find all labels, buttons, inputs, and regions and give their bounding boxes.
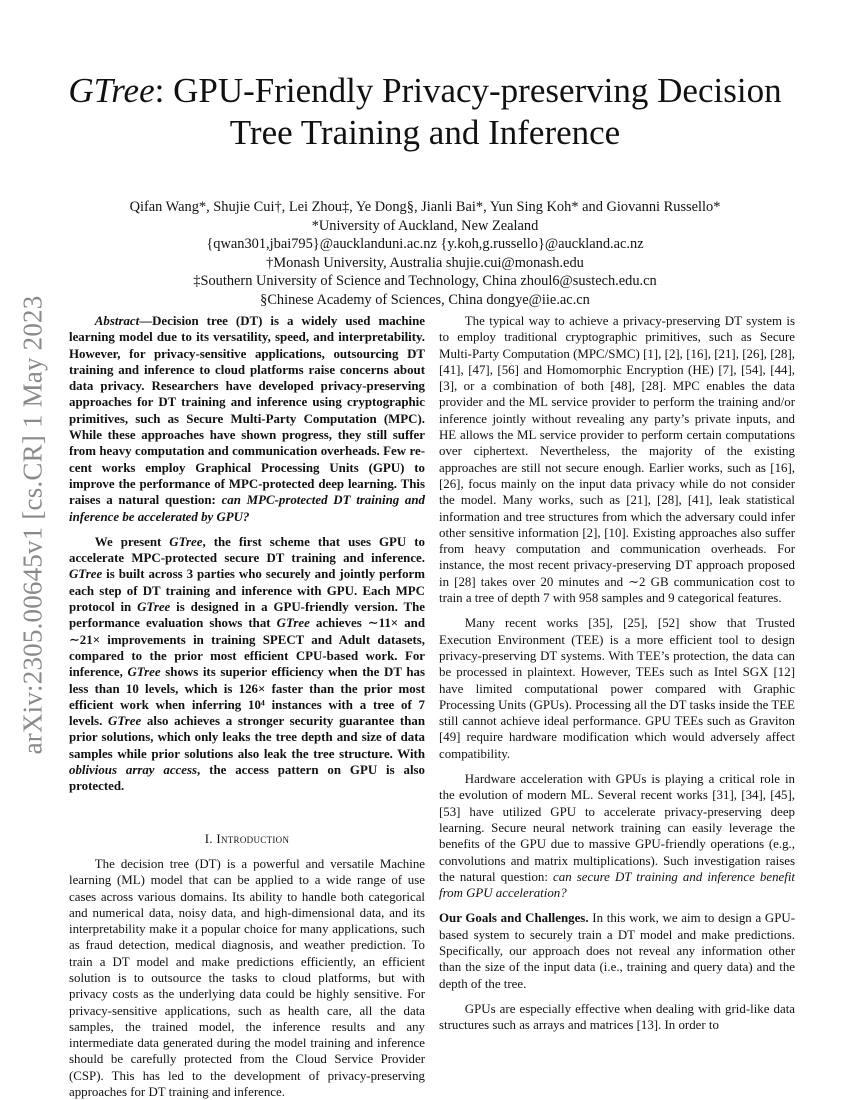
abstract-paragraph-2: We present GTree, the first scheme that uses GPU to accelerate MPC-protected secure DT training and inference. GTree is built across 3 parties who securely and jointly perform each step of DT training and inference with GPU. Each MPC protocol in GTree is designed in a GPU-friendly version. The performance evaluation shows that GTree achieves ∼11× and ∼21× improvements in training SPECT and Adult datasets, compared to the prior most efficient CPU-based work. For inference, GTree shows its superior efficiency when the DT has less than 10 levels, which is 126× faster than the prior most efficient work when inferring 10⁴ instances with a tree of 7 levels. GTree also achieves a stronger security guarantee than prior solutions, which only leaks the tree depth and size of data samples while prior solutions also leak the tree structure. With oblivious array access, the access pattern on GPU is also protected. (69, 534, 426, 794)
title-system-name: GTree (68, 71, 155, 110)
affiliation-cas: §Chinese Academy of Sciences, China dongye@iie.ac.cn (260, 291, 590, 308)
arxiv-identifier-stamp: arXiv:2305.00645v1 [cs.CR] 1 May 2023 (17, 295, 48, 755)
abstract-label: Abstract (94, 314, 140, 328)
paper-title (40, 70, 810, 154)
author-block (40, 198, 810, 309)
left-column (69, 313, 425, 1100)
abstract (69, 313, 425, 795)
section-heading-introduction: I. Introduction (204, 831, 290, 846)
title-line2: Tree Training and Inference (229, 113, 621, 152)
abstract-question: can MPC-protected DT training and inference be accelerated by GPU? (69, 493, 425, 524)
intro-question: can secure DT training and inference benefit from GPU acceleration? (439, 869, 795, 901)
affiliation-auckland: *University of Auckland, New Zealand (311, 217, 539, 234)
goals-paragraph: Our Goals and Challenges. In this work, we aim to design a GPU-based system to securely train a DT model and make predictions. Specifically, our approach does not reveal any information other than the size of the input data (i.e., training and query data) and the depth of the tree. (439, 911, 795, 991)
intro-paragraph-6: GPUs are especially effective when dealing with grid-like data structures such as arrays and matrices [13]. In order to (439, 1001, 795, 1033)
affiliation-monash: †Monash University, Australia shujie.cui@monash.edu (266, 254, 584, 271)
intro-paragraph-3: Many recent works [35], [25], [52] show that Trusted Execution Environment (TEE) is a more efficient tool to design privacy-preserving DT systems. With TEE’s protection, the data can be processed in plaintext. However, TEEs such as Intel SGX [12] have limited computational power compared with Graphic Processing Units (GPUs). Processing all the DT tasks inside the TEE still cannot achieve ideal performance. GPU TEEs such as Graviton [49] require hardware modification which would adversely affect compatibility. (439, 616, 795, 761)
intro-paragraph-1: The decision tree (DT) is a powerful and versatile Machine learning (ML) model that can be applied to a wide range of use cases across various domains. Its ability to handle both categorical and numerical data, noisy data, and high-dimensional data, and its interpretability make it a popular choice for many applications, such as fraud detection, medical diagnosis, and weather prediction. To train a DT model and make predictions efficiently, an efficient solution is to outsource the tasks to cloud platforms, but with privacy costs as the underlying data could be highly sensitive. For privacy-sensitive applications, such as health care, all the data samples, the trained model, the inference results and any intermediate data generated during the model training and inference should be carefully protected from the Cloud Service Provider (CSP). This has led to the development of privacy-preserving approaches for DT training and inference. (69, 856, 425, 1100)
affiliation-sustech: ‡Southern University of Science and Technology, China zhoul6@sustech.edu.cn (193, 273, 657, 289)
title-line1-rest: : GPU-Friendly Privacy-preserving Decision (154, 71, 782, 110)
goals-heading: Our Goals and Challenges. (439, 911, 589, 926)
affiliation-auckland-emails: {qwan301,jbai795}@aucklanduni.ac.nz {y.koh,g.russello}@auckland.ac.nz (206, 236, 644, 252)
author-list: Qifan Wang*, Shujie Cui†, Lei Zhou‡, Ye Dong§, Jianli Bai*, Yun Sing Koh* and Giovanni Russello* (129, 199, 721, 215)
intro-paragraph-4: Hardware acceleration with GPUs is playing a critical role in the evolution of modern ML. Several recent works [31], [34], [45], [53] have utilized GPU to accelerate privacy-preserving deep learning. Secure neural network training can easily leverage the benefits of the GPU due to massive GPU-friendly operations (e.g., convolutions and matrix multiplications). Such investigation raises the natural question: can secure DT training and inference benefit from GPU acceleration? (439, 772, 795, 901)
intro-paragraph-2: The typical way to achieve a privacy-preserving DT system is to employ traditional cryptographic primitives, such as Secure Multi-Party Computation (MPC/SMC) [1], [2], [16], [21], [26], [28], [41], [47], [56] and Homomorphic Encryption (HE) [7], [54], [44], [3], or a combination of both [48], [28]. MPC enables the data provider and the ML service provider to perform the training and/or inference jointly without revealing any party’s private inputs, and HE allows the ML service provider to perform certain computations over ciphertext. Nevertheless, the majority of the existing approaches are still not secure enough. Earlier works, such as [16], [26], focus mainly on the input data privacy while do not consider the model. Many works, such as [21], [28], [41], leak statistical information and tree structures from which the adversary could infer other sensitive information [2], [10]. Existing approaches also suffer from heavy computation and communication overheads. For instance, the most recent privacy-preserving DT approach proposed in [28] takes over 20 minutes and ∼2 GB communication cost to train a tree of depth 7 with 958 samples and 9 categorical features. (439, 314, 795, 606)
right-column (439, 313, 795, 1033)
abstract-paragraph-1: Abstract—Decision tree (DT) is a widely used machine learning model due to its versatility, speed, and interpretability. However, for privacy-sensitive applications, outsourcing DT training and inference to cloud platforms raise concerns about data privacy. Researchers have developed privacy-preserving approaches for DT training and inference using cryptographic primitives, such as Secure Multi-Party Computation (MPC). While these approaches have shown progress, they still suffer from heavy computation and communication overheads. Few recent works employ Graphical Processing Units (GPU) to improve the performance of MPC-protected deep learning. This raises a natural question: can MPC-protected DT training and inference be accelerated by GPU? (69, 314, 425, 524)
